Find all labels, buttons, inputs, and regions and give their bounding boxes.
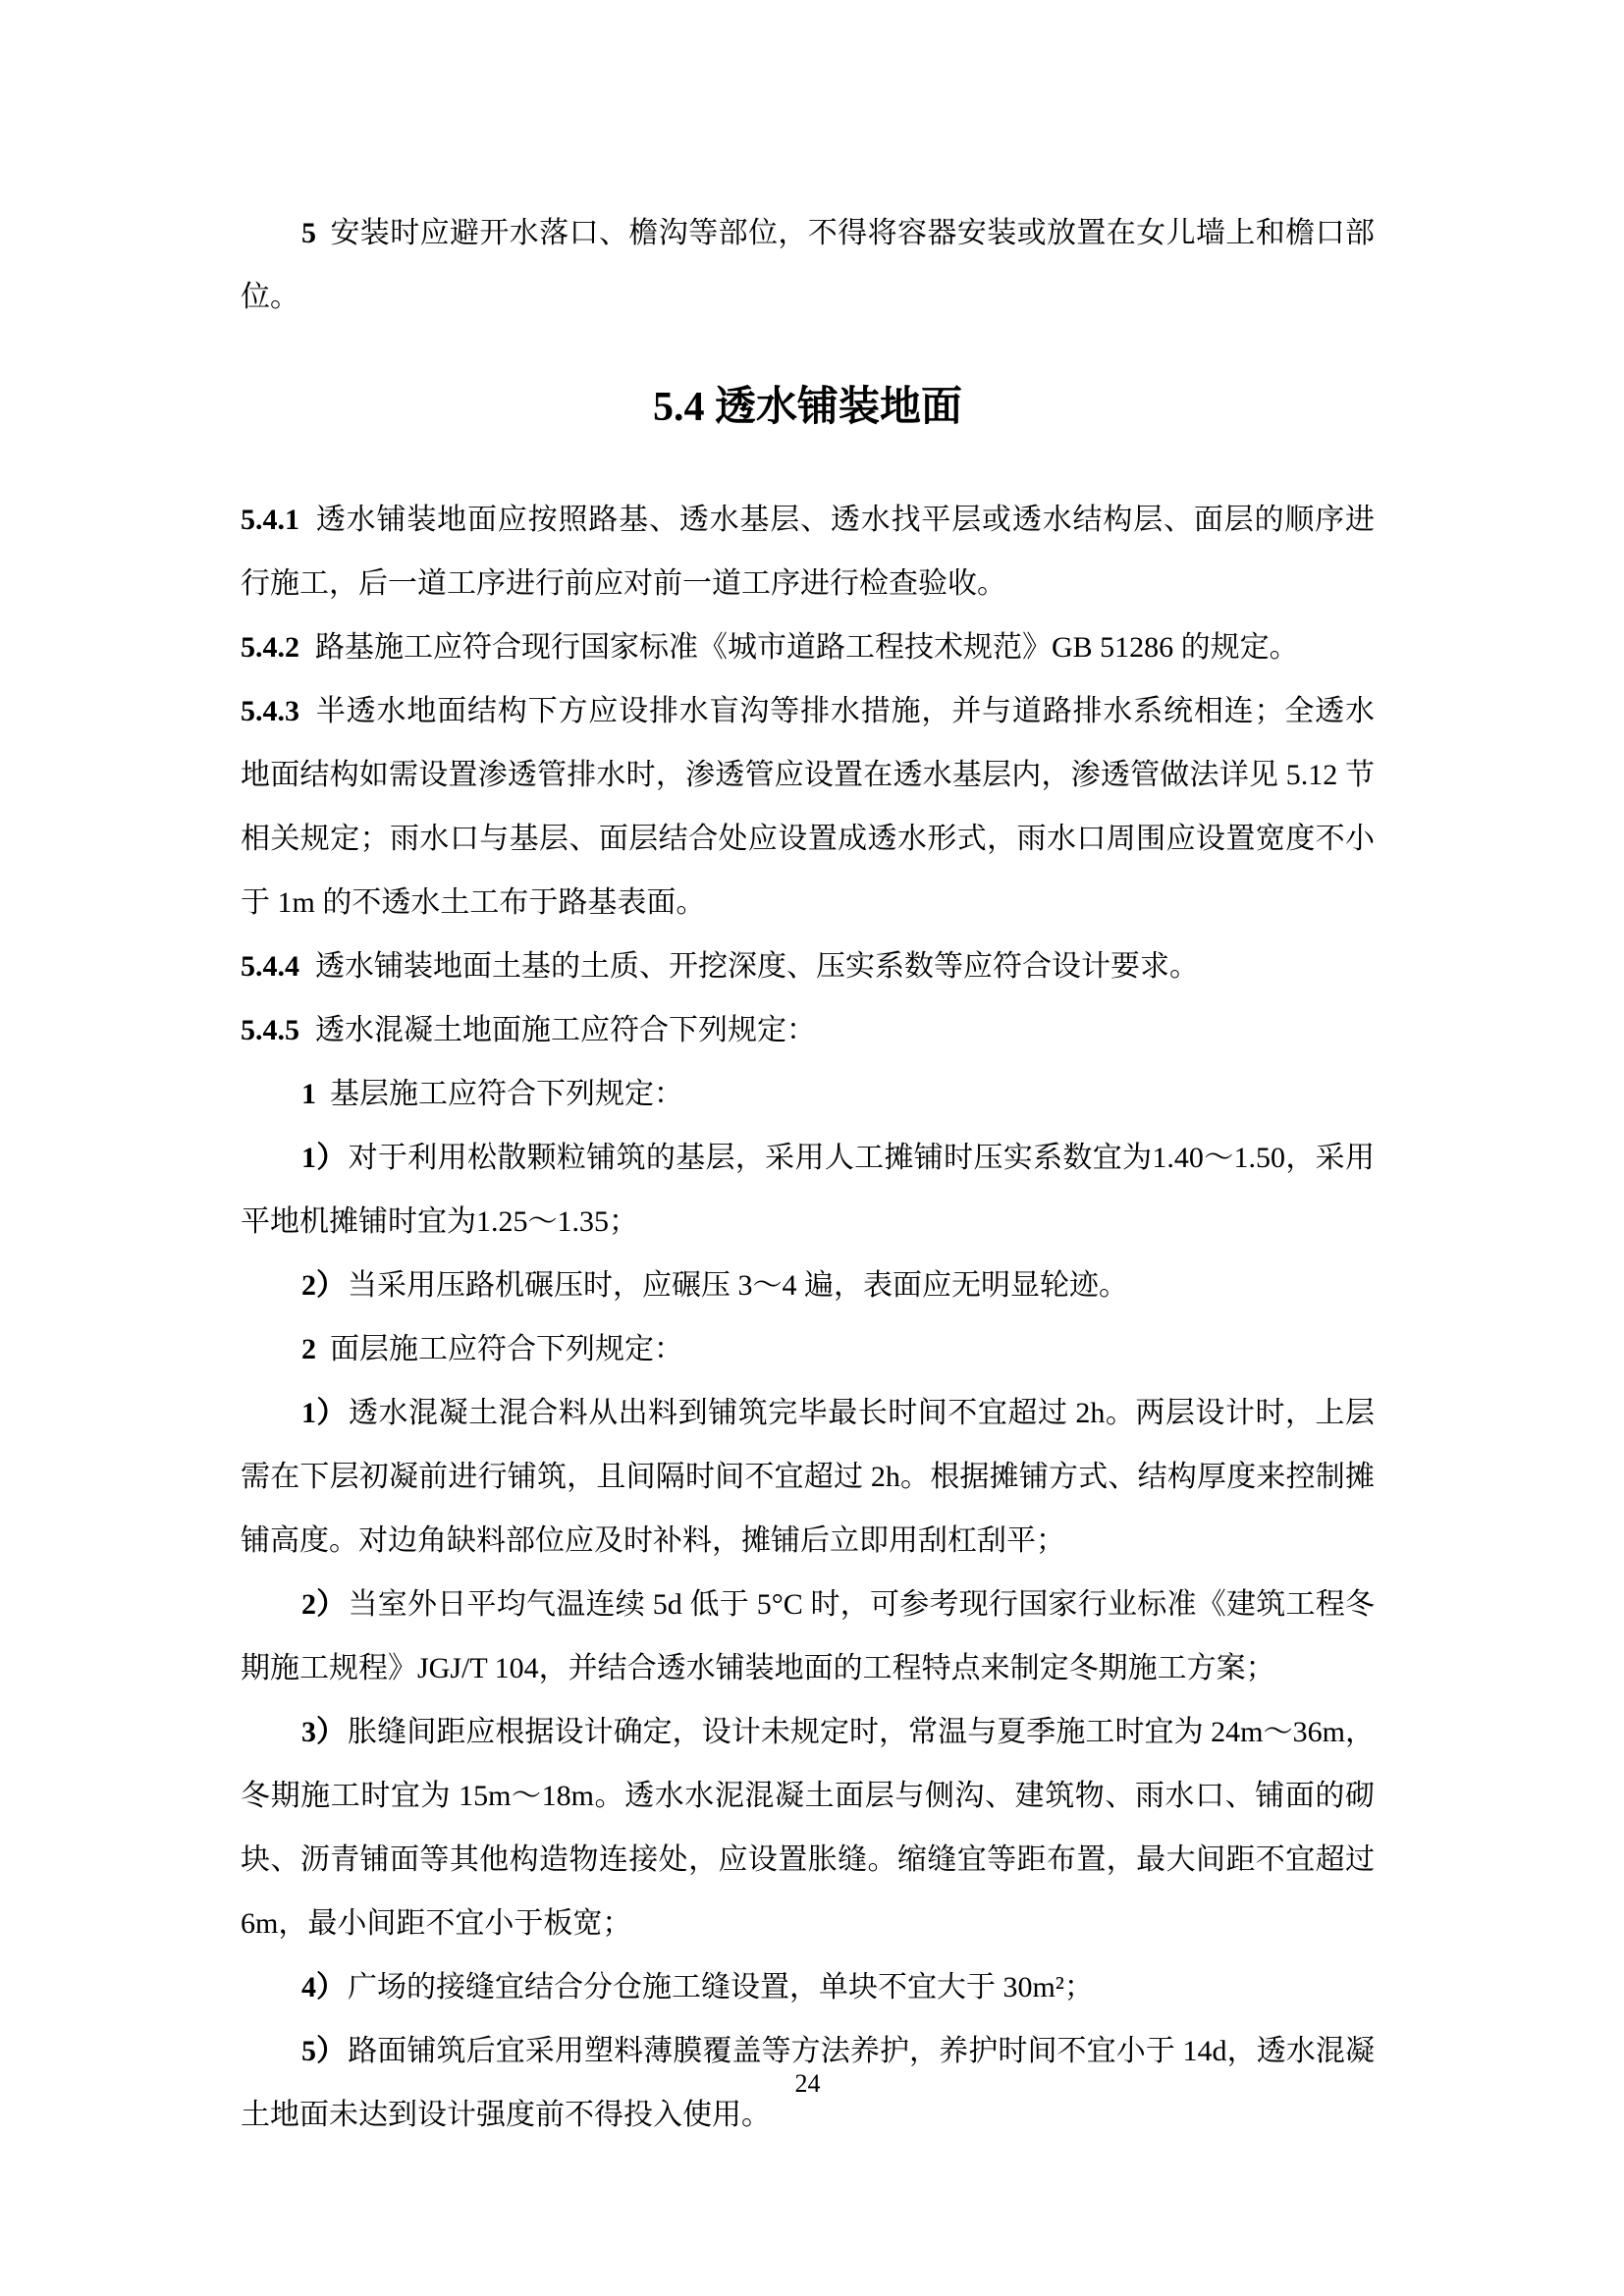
clause-542-text: 路基施工应符合现行国家标准《城市道路工程技术规范》GB 51286 的规定。 — [315, 631, 1299, 664]
clause-544 — [241, 934, 1375, 998]
clause-543-text: 半透水地面结构下方应设排水盲沟等排水措施，并与道路排水系统相连；全透水地面结构如需设置渗透管排水时，渗透管应设置在透水基层内，渗透管做法详见 5.12 节相关规定；雨水口与基层、面层结合处应设置成透水形式，雨水口周围应设置宽度不小于 1m 的不透水土工布于路基表面。 — [241, 695, 1375, 919]
item-1-sub-2-number: 2） — [301, 1269, 346, 1302]
clause-544-number: 5.4.4 — [241, 950, 299, 983]
item-2-sub-5-text: 路面铺筑后宜采用塑料薄膜覆盖等方法养护，养护时间不宜小于 14d，透水混凝土地面未达到设计强度前不得投入使用。 — [241, 2035, 1376, 2131]
page-number: 24 — [794, 2069, 821, 2098]
item-1-number: 1 — [301, 1078, 316, 1110]
item-2-sub-3-text: 胀缝间距应根据设计确定，设计未规定时，常温与夏季施工时宜为 24m～36m，冬期施工时宜为 15m～18m。透水水泥混凝土面层与侧沟、建筑物、雨水口、铺面的砌块、沥青铺面等其他构造物连接处，应设置胀缝。缩缝宜等距布置，最大间距不宜超过 6m，最小间距不宜小于板宽； — [241, 1716, 1376, 1940]
intro-item-number: 5 — [301, 217, 316, 249]
item-2-sub-3-number: 3） — [301, 1716, 347, 1748]
intro-item-text: 安装时应避开水落口、檐沟等部位，不得将容器安装或放置在女儿墙上和檐口部位。 — [241, 217, 1375, 313]
item-2-sub-1 — [241, 1381, 1375, 1573]
item-2-text: 面层施工应符合下列规定： — [330, 1333, 683, 1365]
clause-543-number: 5.4.3 — [241, 695, 299, 727]
clause-542 — [241, 615, 1375, 679]
item-1-text: 基层施工应符合下列规定： — [330, 1078, 683, 1110]
item-2 — [241, 1317, 1375, 1381]
section-heading: 5.4 透水铺装地面 — [652, 385, 962, 430]
item-1 — [241, 1062, 1375, 1126]
item-1-sub-2-text: 当采用压路机碾压时，应碾压 3～4 遍，表面应无明显轮迹。 — [348, 1269, 1128, 1302]
item-2-sub-5-number: 5） — [301, 2035, 347, 2067]
intro-list-item — [241, 201, 1375, 329]
item-1-sub-2 — [241, 1254, 1375, 1317]
clause-541 — [241, 488, 1375, 615]
clause-544-text: 透水铺装地面土基的土质、开挖深度、压实系数等应符合设计要求。 — [315, 950, 1199, 983]
clause-541-text: 透水铺装地面应按照路基、透水基层、透水找平层或透水结构层、面层的顺序进行施工，后一道工序进行前应对前一道工序进行检查验收。 — [241, 504, 1375, 600]
clause-545-text: 透水混凝土地面施工应符合下列规定： — [315, 1014, 816, 1046]
clause-545-number: 5.4.5 — [241, 1014, 299, 1046]
clause-543 — [241, 679, 1375, 934]
clause-545 — [241, 998, 1375, 1062]
item-2-sub-4 — [241, 1955, 1375, 2019]
item-1-sub-1-number: 1） — [301, 1142, 347, 1174]
item-2-sub-4-number: 4） — [301, 1971, 346, 2003]
clause-541-number: 5.4.1 — [241, 504, 299, 536]
item-1-sub-1-text: 对于利用松散颗粒铺筑的基层，采用人工摊铺时压实系数宜为1.40～1.50，采用平地机摊铺时宜为1.25～1.35； — [241, 1142, 1376, 1238]
item-2-number: 2 — [301, 1333, 316, 1365]
item-2-sub-2 — [241, 1573, 1375, 1700]
item-2-sub-1-text: 透水混凝土混合料从出料到铺筑完毕最长时间不宜超过 2h。两层设计时，上层需在下层初凝前进行铺筑，且间隔时间不宜超过 2h。根据摊铺方式、结构厚度来控制摊铺高度。对边角缺料部位应及时补料，摊铺后立即用刮杠刮平； — [241, 1397, 1376, 1557]
clause-542-number: 5.4.2 — [241, 631, 299, 664]
item-2-sub-2-number: 2） — [301, 1588, 347, 1621]
item-1-sub-1 — [241, 1126, 1375, 1254]
item-2-sub-1-number: 1） — [301, 1397, 348, 1429]
item-2-sub-4-text: 广场的接缝宜结合分仓施工缝设置，单块不宜大于 30m²； — [348, 1971, 1094, 2003]
item-2-sub-3 — [241, 1700, 1375, 1955]
item-2-sub-2-text: 当室外日平均气温连续 5d 低于 5°C 时，可参考现行国家行业标准《建筑工程冬期施工规程》JGJ/T 104，并结合透水铺装地面的工程特点来制定冬期施工方案； — [241, 1588, 1375, 1684]
